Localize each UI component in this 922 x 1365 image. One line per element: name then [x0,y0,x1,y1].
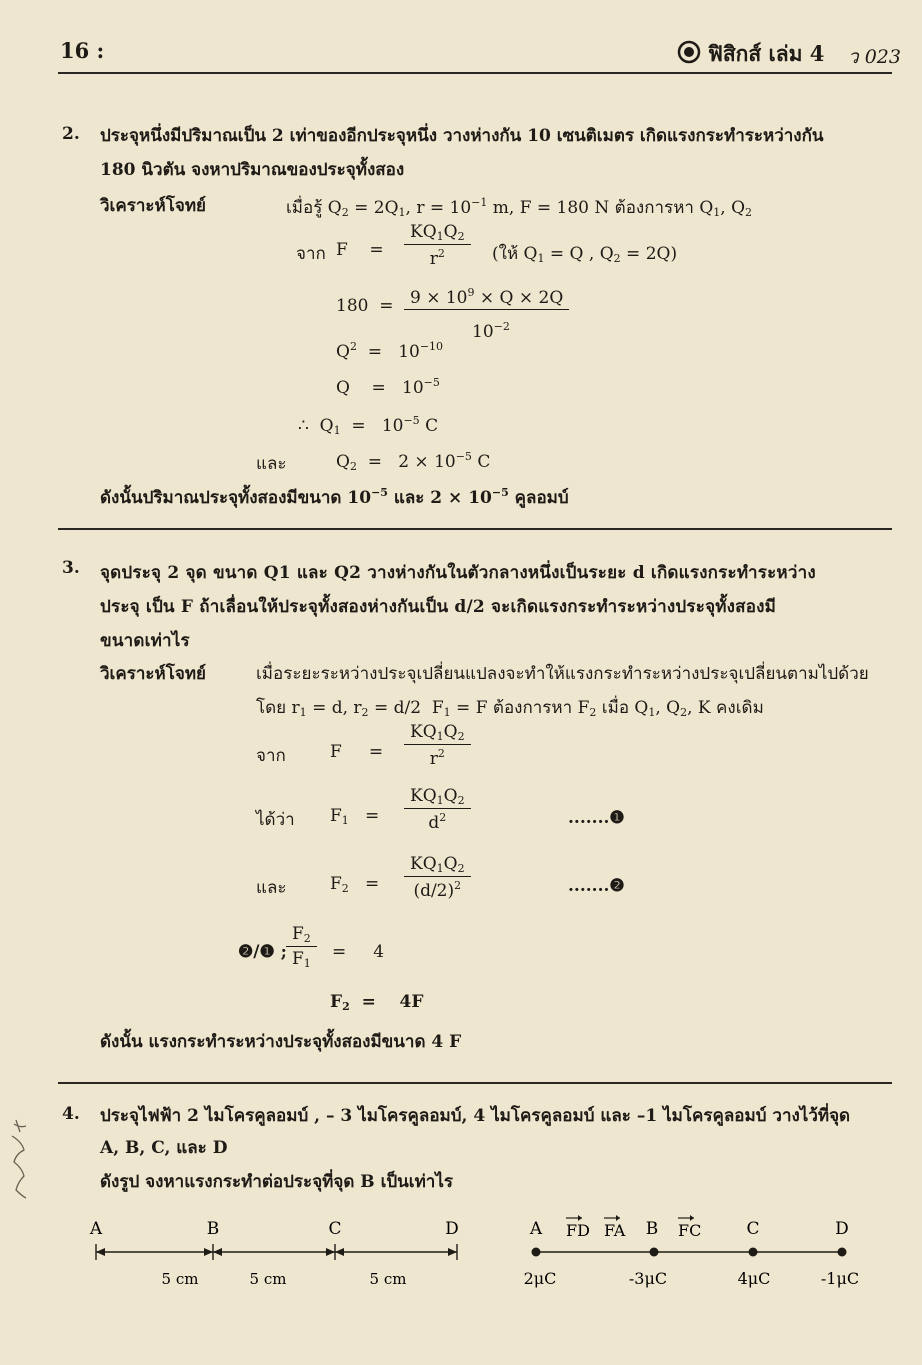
fig-right-label-b: B [645,1219,659,1239]
page-number: 16 : [60,38,105,63]
q3-same-label: คงเดิม [716,698,764,718]
q2-eq5: ∴ $Q_1 = 10^{-5}$ C [298,414,439,437]
q3-line2: ประจุ เป็น F ถ้าเลื่อนให้ประจุทั้งสองห่างกันเป็น d/2 จะเกิดแรงกระทำระหว่างประจุทั้งสองมี [100,597,777,617]
q2-and-label: และ [256,454,287,474]
q2-eq2-fraction: $9 \times 10^9 \times Q \times 2Q$ [404,286,569,332]
fig-distance-ab: 5 cm [161,1270,199,1288]
fig-left-label-b: B [206,1219,220,1239]
q2-from-label: จาก [296,244,326,264]
q2-given-prefix: เมื่อรู้ [286,198,323,218]
q3-from-label: จาก [256,746,286,766]
q2-line1: ประจุหนึ่งมีปริมาณเป็น 2 เท่าของอีกประจุหนึ่ง วางห่างกัน 10 เซนติเมตร เกิดแรงกระทำระหว่างกัน [100,126,824,146]
q3-eq2-lhs: $F_1$ = [330,806,380,827]
q3-find-label: ต้องการหา [492,698,573,718]
fig-left-label-d: D [445,1219,459,1239]
q2-given-find: ต้องการหา [614,198,694,218]
q4-line2: A, B, C, และ D [100,1138,228,1158]
q3-eq1-fraction: $\frac{KQ_1Q_2}{r^2}$ [404,722,471,769]
fig-right-label-c: C [746,1219,760,1239]
q2-eq2-den: $10^{-2}$ [472,320,510,342]
divider-q2-q3 [58,528,892,530]
header-rule [58,72,892,74]
q3-eq3-lhs: $F_2$ = [330,874,380,895]
q2-conclusion-prefix: ดังนั้นปริมาณประจุทั้งสองมีขนาด [100,488,342,508]
q4-distance-figure [80,1208,480,1298]
fig-left-label-c: C [328,1219,342,1239]
q3-number: 3. [62,558,80,578]
q3-final: $F_2$ = 4F [330,992,424,1013]
divider-q3-q4 [58,1082,892,1084]
bullet-circle-icon [676,39,702,65]
q2-number: 2. [62,124,80,144]
charge-value-b: -3μC [628,1269,668,1288]
charge-value-d: -1μC [820,1269,860,1288]
fig-right-label-d: D [835,1219,849,1239]
q4-line3: ดังรูป จงหาแรงกระทำต่อประจุที่จุด B เป็นเท่าไร [100,1172,454,1192]
q3-marker2: .......❷ [568,876,625,896]
q3-analysis-line2: โดย $r_1 = d$, $r_2 = d/2$ $F_1 = F$ ต้องการหา $F_2$ เมื่อ $Q_1$, $Q_2$, K คงเดิม [256,698,764,719]
handwritten-margin-mark [6,1118,32,1208]
q2-line2: 180 นิวตัน จงหาปริมาณของประจุทั้งสอง [100,160,405,180]
q3-and-label: และ [256,878,287,898]
q3-eq3-fraction: $\frac{KQ_1Q_2}{(d/2)^2}$ [404,854,471,901]
q2-eq1-lhs: F = [336,240,384,260]
q2-conclusion-unit: คูลอมบ์ [514,488,569,508]
fig-left-label-a: A [89,1219,103,1239]
q3-marker1: .......❶ [568,808,625,828]
q3-eq2-fraction: $\frac{KQ_1Q_2}{d^2}$ [404,786,471,833]
charge-value-c: 4μC [737,1269,771,1288]
q3-text [100,556,894,658]
q3-got-label: ได้ว่า [256,810,295,830]
q2-conclusion: ดังนั้นปริมาณประจุทั้งสองมีขนาด $10^{-5}$ และ $2 \times 10^{-5}$ คูลอมบ์ [100,486,569,508]
q2-given: เมื่อรู้ $Q_2 = 2Q_1$, $r = 10^{-1}$ m, F = 180 N ต้องการหา $Q_1$, $Q_2$ [286,196,753,219]
q3-line1: จุดประจุ 2 จุด ขนาด Q1 และ Q2 วางห่างกันในตัวกลางหนึ่งเป็นระยะ d เกิดแรงกระทำระหว่าง [100,563,816,583]
q3-when-label: เมื่อ [601,698,630,718]
q2-hint-let: ให้ [498,244,519,264]
q4-number: 4. [62,1104,80,1124]
q2-eq3: $Q^2 = 10^{-10}$ [336,340,444,362]
q3-analysis-label: วิเคราะห์โจทย์ [100,664,207,684]
q2-eq1-hint: (ให้ $Q_1 = Q$ , $Q_2 = 2Q$) [492,244,678,265]
q2-analysis-label: วิเคราะห์โจทย์ [100,196,207,216]
force-label-fc: FC [678,1221,702,1240]
q2-eq4: Q = $10^{-5}$ [336,376,440,398]
q3-analysis-line1: เมื่อระยะระหว่างประจุเปลี่ยนแปลงจะทำให้แรงกระทำระหว่างประจุเปลี่ยนตามไปด้วย [256,664,869,684]
q4-charge-figure [508,1208,888,1298]
book-title: ฟิสิกส์ เล่ม 4 [708,41,825,66]
q4-line1: ประจุไฟฟ้า 2 ไมโครคูลอมบ์ , – 3 ไมโครคูลอมบ์, 4 ไมโครคูลอมบ์ และ –1 ไมโครคูลอมบ์ วางไว้ที่จุด [100,1106,851,1126]
q2-eq1-fraction: $\frac{KQ_1Q_2}{r^2}$ [404,222,471,269]
force-label-fd: FD [566,1221,590,1240]
q2-eq6: $Q_2 = 2 \times 10^{-5}$ C [336,450,491,473]
fig-distance-bc: 5 cm [249,1270,287,1288]
q2-eq2-lhs: 180 = [336,296,394,316]
q2-conclusion-and: และ [393,488,425,508]
distance-dimension-line [96,1244,457,1260]
charge-point-a [532,1248,541,1257]
q3-ratio-fraction: $\frac{F_2}{F_1}$ [286,924,317,970]
fig-right-label-a: A [529,1219,543,1239]
charge-point-d [838,1248,847,1257]
q3-by-label: โดย [256,698,287,718]
q3-conclusion: ดังนั้น แรงกระทำระหว่างประจุทั้งสองมีขนาด 4 F [100,1032,462,1052]
fig-distance-cd: 5 cm [369,1270,407,1288]
force-label-fa: FA [604,1221,626,1240]
charge-point-b [650,1248,659,1257]
charge-point-c [749,1248,758,1257]
q3-ratio-label: ❷/❶ ; [238,942,287,962]
q3-ratio-result: = 4 [332,942,385,962]
charge-value-a: 2μC [523,1269,557,1288]
book-code: ว 023 [848,46,901,68]
q3-line3: ขนาดเท่าไร [100,631,190,651]
q3-eq1-lhs: F = [330,742,384,762]
